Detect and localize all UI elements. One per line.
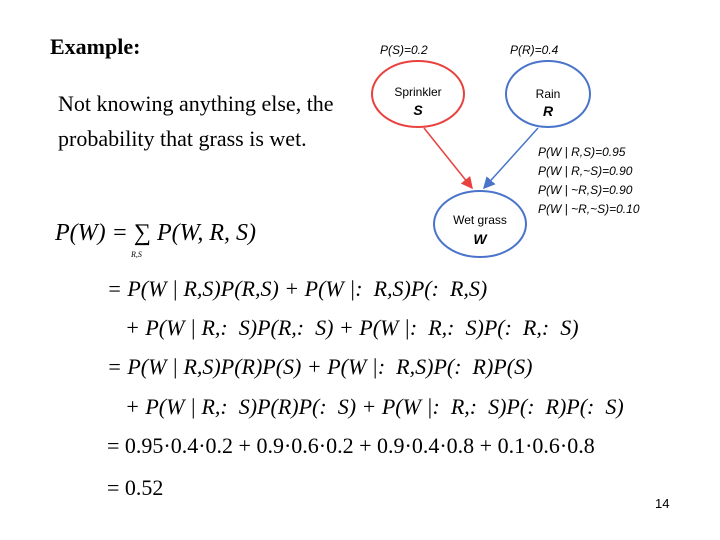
rain-node-label: Rain <box>535 87 561 101</box>
derivation-line-2: + P(W | R,: S)P(R,: S) + P(W |: R,: S)P(: R,: S) <box>125 315 579 340</box>
derivation-line-1: = P(W | R,S)P(R,S) + P(W |: R,S)P(: R,S) <box>107 276 488 301</box>
sum-subscript: R,S <box>131 250 142 259</box>
slide-heading: Example: <box>50 34 141 59</box>
intro-text: Not knowing anything else, the probability that grass is wet. <box>58 91 334 151</box>
edge-sprinkler-to-wet <box>424 128 472 188</box>
page-number: 14 <box>655 496 670 511</box>
prior-s-label: P(S)=0.2 <box>380 43 428 57</box>
cpt-row: P(W | R,S)=0.95 <box>538 145 626 159</box>
cpt-row: P(W | ~R,~S)=0.10 <box>538 202 640 216</box>
rain-node-symbol: R <box>542 103 554 119</box>
wet-grass-node-label: Wet grass <box>453 213 507 227</box>
sprinkler-node-label: Sprinkler <box>394 85 442 99</box>
prior-r-label: P(R)=0.4 <box>510 43 559 57</box>
derivation-line-3: = P(W | R,S)P(R)P(S) + P(W |: R,S)P(: R)P(S) <box>107 354 533 379</box>
derivation-line-0: P(W) = ∑ P(W, R, S) <box>55 220 257 246</box>
sprinkler-node-symbol: S <box>413 102 423 118</box>
wet-grass-node-symbol: W <box>473 231 487 247</box>
bayes-network-diagram <box>360 36 680 266</box>
derivation-line-6: = 0.52 <box>107 475 164 500</box>
cpt-row: P(W | ~R,S)=0.90 <box>538 183 633 197</box>
derivation-line-5: = 0.95·0.4·0.2 + 0.9·0.6·0.2 + 0.9·0.4·0.8 + 0.1·0.6·0.8 <box>107 433 595 458</box>
edge-rain-to-wet <box>484 128 538 188</box>
cpt-row: P(W | R,~S)=0.90 <box>538 164 633 178</box>
derivation-line-4: + P(W | R,: S)P(R)P(: S) + P(W |: R,: S)P(: R)P(: S) <box>125 394 624 419</box>
